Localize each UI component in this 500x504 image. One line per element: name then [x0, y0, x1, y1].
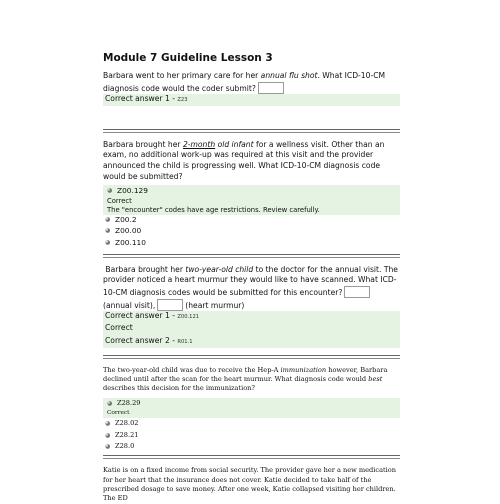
q2-option[interactable] [103, 226, 400, 237]
q2-option-label: Z00.00 [115, 226, 142, 236]
q3-status: Correct [105, 322, 133, 332]
q1-text-pre: Barbara went to her primary care for her [103, 71, 261, 80]
q2-option[interactable] [103, 237, 400, 248]
radio-icon: ◕ [105, 442, 111, 450]
question-3-text [103, 265, 400, 311]
radio-icon: ◕ [107, 186, 113, 194]
q4-text-post: describes this decision for the immunization? [103, 384, 255, 393]
q2-text-emphasis: old infant [215, 139, 254, 149]
question-5 [103, 466, 400, 503]
page-title: Module 7 Guideline Lesson 3 [103, 52, 273, 64]
q3-answer2-label: Correct answer 2 - [105, 336, 178, 346]
q4-option-selected[interactable] [105, 398, 400, 409]
q3-text-pre: Barbara brought her [105, 264, 186, 274]
lesson-page [103, 52, 400, 504]
q3-text-emphasis: two-year-old child [185, 264, 254, 274]
q1-correct-answer [103, 94, 400, 106]
q3-text-post: to the doctor for the annual visit. The provider noticed a heart murmur they would like to have scanned. What ICD-10-CM diagnosis codes would be submitted for this encounter? [103, 264, 398, 297]
question-4-text [103, 366, 400, 394]
radio-icon: ◕ [105, 215, 111, 223]
question-1 [103, 71, 400, 106]
q4-text-emphasis-2: best [368, 375, 383, 384]
q3-text-mid: (annual visit), [103, 300, 156, 310]
divider [103, 455, 400, 459]
q2-status: Correct [107, 196, 132, 205]
q4-status: Correct [107, 410, 130, 417]
q4-text-mid: however, Barbara declined until after the scan for the heart murmur. What diagnosis code would [103, 365, 388, 384]
divider [103, 355, 400, 359]
q3-answer-field-2[interactable] [157, 299, 183, 311]
q3-text-end: (heart murmur) [185, 300, 245, 310]
q4-selected-block [103, 398, 400, 418]
q2-option-selected[interactable] [105, 185, 400, 196]
q3-answer2-value: R01.1 [177, 339, 193, 346]
q4-option-label: Z28.29 [117, 398, 141, 407]
q4-option-label: Z28.0 [115, 441, 135, 450]
q3-answer-field-1[interactable] [344, 286, 370, 298]
q2-text-pre: Barbara brought her [103, 139, 183, 149]
q2-option[interactable] [103, 215, 400, 226]
radio-icon: ◕ [105, 238, 111, 246]
radio-icon: ◕ [105, 431, 111, 439]
q1-text-post: . What ICD-10-CM diagnosis code would the coder submit? [103, 71, 386, 93]
radio-icon: ◕ [107, 399, 113, 407]
question-5-text: Katie is on a fixed income from social security. The provider gave her a new medication for her heart that the insurance does not cover. Katie decided to take half of the prescribed dosage to save money. After one week, Katie collapsed visiting her children. The ED [103, 466, 396, 503]
divider [103, 129, 400, 133]
q1-text-emphasis: annual flu shot [260, 71, 318, 80]
q3-answer1-label: Correct answer 1 - [105, 311, 178, 321]
q1-answer-label: Correct answer 1 - [105, 94, 178, 104]
question-2-text [103, 140, 400, 182]
q2-selected-block [103, 185, 400, 214]
q3-answer1-value: Z00.121 [177, 314, 200, 321]
q4-option-label: Z28.02 [115, 419, 139, 428]
radio-icon: ◕ [105, 227, 111, 235]
q2-option-label: Z00.2 [115, 214, 137, 224]
q3-correct-answer-1 [105, 311, 400, 323]
q1-answer-value: Z23 [177, 97, 188, 104]
q2-option-label: Z00.129 [117, 185, 148, 195]
q3-correct-block [103, 311, 400, 348]
q4-option-label: Z28.21 [115, 430, 139, 439]
q4-option[interactable] [103, 441, 400, 452]
question-1-text [103, 71, 400, 94]
q4-text-emphasis: immunization [280, 365, 327, 374]
question-4 [103, 366, 400, 452]
q2-text-emphasis-age: 2-month [182, 139, 216, 149]
q3-correct-answer-2 [105, 336, 400, 348]
radio-icon: ◕ [105, 420, 111, 428]
q4-option[interactable] [103, 418, 400, 429]
divider [103, 254, 400, 258]
question-3 [103, 265, 400, 348]
q1-answer-field[interactable] [258, 82, 284, 94]
question-2 [103, 140, 400, 249]
q2-option-label: Z00.110 [115, 237, 146, 247]
q2-feedback: The "encounter" codes have age restrictions. Review carefully. [107, 205, 320, 214]
q2-text-post: for a wellness visit. Other than an exam, no additional work-up was required at this visit and the provider announced the child is progressing well. What ICD-10-CM diagnosis code would be submitted? [103, 139, 385, 181]
q4-text-pre: The two-year-old child was due to receive the Hep-A [103, 365, 281, 374]
q4-option[interactable] [103, 430, 400, 441]
